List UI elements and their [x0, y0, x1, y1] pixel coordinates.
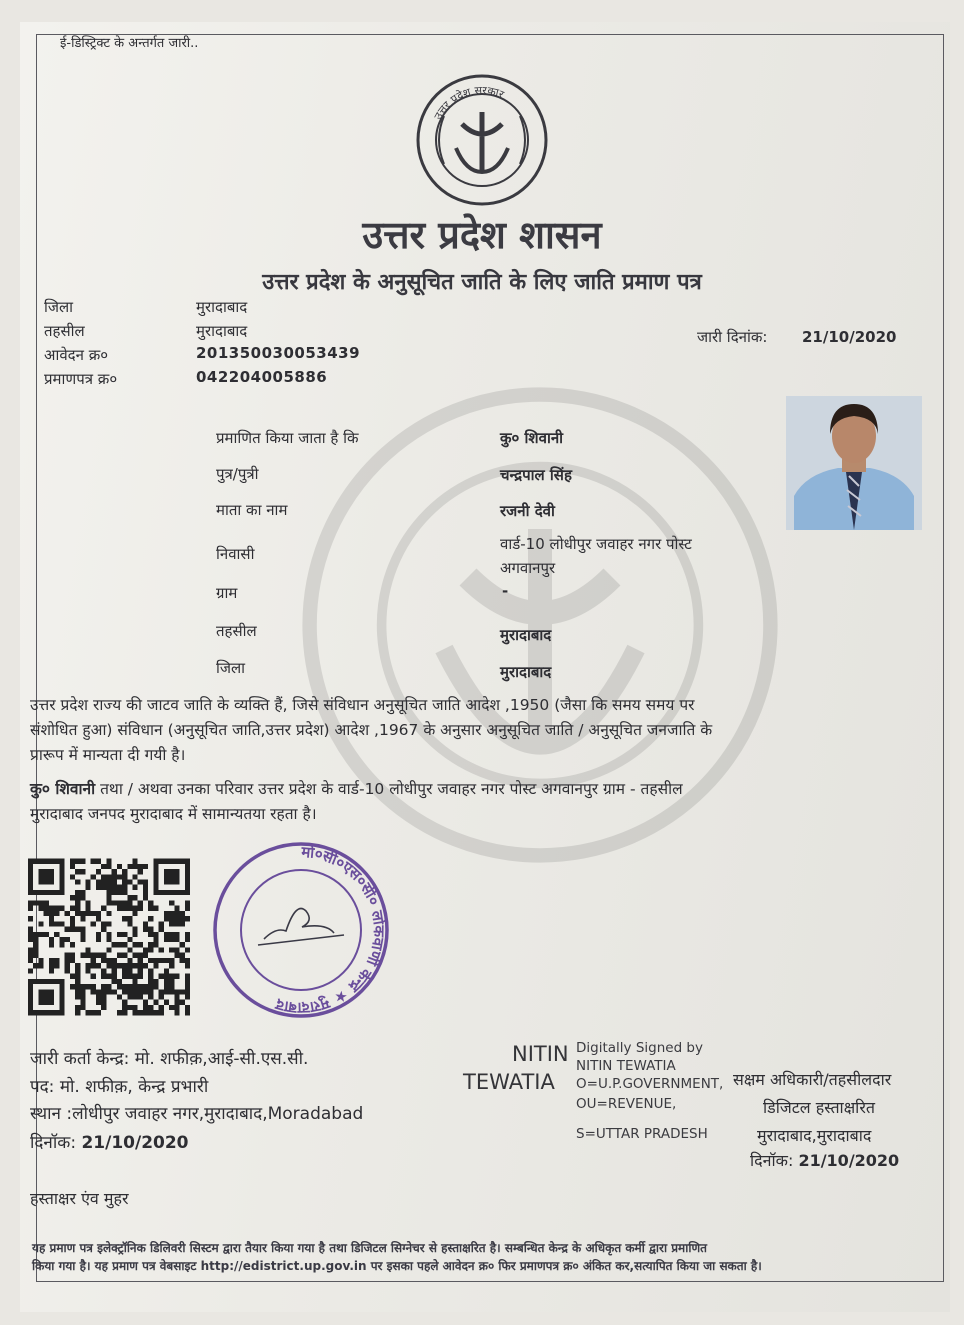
officer-digital-signed: डिजिटल हस्ताक्षरित	[763, 1098, 875, 1117]
issue-date-label: जारी दिनांक:	[697, 328, 768, 346]
caste-statement-line2: संशोधित हुआ) संविधान (अनुसूचित जाति,उत्तर प्रदेश) आदेश ,1967 के अनुसार अनुसूचित जाति / अनुसूचित जनजाति के	[30, 721, 713, 739]
handwritten-signature	[258, 909, 344, 946]
signature-detail-1: Digitally Signed by	[576, 1040, 703, 1056]
certificate-subtitle: उत्तर प्रदेश के अनुसूचित जाति के लिए जाति प्रमाण पत्र	[262, 270, 702, 295]
mother-name: रजनी देवी	[500, 502, 555, 520]
officer-title: सक्षम अधिकारी/तहसीलदार	[733, 1070, 892, 1089]
signature-detail-3: O=U.P.GOVERNMENT,	[576, 1076, 724, 1092]
footer-line1: यह प्रमाण पत्र इलेक्ट्रॉनिक डिलिवरी सिस्टम द्वारा तैयार किया गया है तथा डिजिटल सिग्नेचर से हस्ताक्षरित है। सम्बन्धित केन्द्र के अधिकृत कर्मी द्वारा प्रमाणित	[32, 1241, 707, 1255]
resident-label: निवासी	[216, 545, 255, 563]
resident-address-line1: वार्ड-10 लोधीपुर जवाहर नगर पोस्ट	[500, 535, 692, 553]
district-label: जिला	[44, 298, 74, 316]
detail-tehsil-value: मुरादाबाद	[500, 626, 552, 644]
detail-district-value: मुरादाबाद	[500, 663, 552, 681]
officer-location: मुरादाबाद,मुरादाबाद	[757, 1126, 872, 1145]
tehsil-value: मुरादाबाद	[196, 322, 248, 340]
applicant-portrait	[786, 396, 922, 530]
sign-seal-label: हस्ताक्षर एंव मुहर	[30, 1189, 129, 1208]
signature-detail-4: OU=REVENUE,	[576, 1096, 677, 1112]
issuer-post: पद: मो. शफीक़, केन्द्र प्रभारी	[30, 1077, 209, 1097]
residence-name: कु० शिवानी	[30, 780, 96, 798]
detail-tehsil-label: तहसील	[216, 622, 257, 640]
signer-name-line2: TEWATIA	[463, 1070, 555, 1094]
detail-district-label: जिला	[216, 659, 246, 677]
certificate-number: 042204005886	[196, 368, 328, 386]
application-label: आवेदन क्र०	[44, 346, 109, 364]
village-value: -	[502, 582, 509, 600]
village-label: ग्राम	[216, 584, 238, 602]
tehsil-label: तहसील	[44, 322, 85, 340]
qr-code	[28, 858, 190, 1016]
issued-note: ई-डिस्ट्रिक्ट के अन्तर्गत जारी..	[60, 36, 199, 51]
signature-detail-5: S=UTTAR PRADESH	[576, 1126, 708, 1142]
parent-name: चन्द्रपाल सिंह	[500, 466, 572, 484]
certified-label: प्रमाणित किया जाता है कि	[216, 429, 359, 447]
footer-line2: किया गया है। यह प्रमाण पत्र वेबसाइट http://edistrict.up.gov.in पर इसका पहले आवेदन क्र० फिर प्रमाणपत्र क्र० अंकित कर,सत्यापित किया जा सकता है।	[32, 1259, 762, 1273]
residence-statement	[30, 777, 930, 827]
footer-note	[32, 1239, 947, 1275]
stamp-ring-text: मो०सी०एस०सी० लोकवाणी केन्द्र ★ मुरादाबाद	[273, 842, 389, 1018]
applicant-name: कु० शिवानी	[500, 429, 564, 447]
up-government-emblem	[414, 72, 550, 208]
signature-detail-2: NITIN TEWATIA	[576, 1058, 676, 1074]
mother-label: माता का नाम	[216, 501, 288, 519]
resident-address-line2: अगवानपुर	[500, 559, 556, 577]
caste-statement-line3: प्रारूप में मान्यता दी गयी है।	[30, 746, 186, 764]
certificate-label: प्रमाणपत्र क्र०	[44, 370, 118, 388]
district-value: मुरादाबाद	[196, 298, 248, 316]
officer-date-label: दिनॉक:	[750, 1151, 794, 1170]
signer-name-line1: NITIN	[512, 1042, 569, 1066]
residence-line2: मुरादाबाद जनपद मुरादाबाद में सामान्यतया रहता है।	[30, 805, 317, 823]
applicant-photo	[786, 396, 922, 530]
issuer-date	[30, 1130, 189, 1153]
application-number: 201350030053439	[196, 344, 361, 362]
issuer-date-label: दिनॉक:	[30, 1133, 77, 1153]
caste-statement-line1: उत्तर प्रदेश राज्य की जाटव जाति के व्यक्ति हैं, जिसे संविधान अनुसूचित जाति आदेश ,1950 (जैसा कि समय समय पर	[30, 696, 695, 714]
page-title: उत्तर प्रदेश शासन	[362, 212, 602, 257]
issuer-center: जारी कर्ता केन्द्र: मो. शफीक़,आई-सी.एस.सी.	[30, 1049, 309, 1069]
residence-line1: तथा / अथवा उनका परिवार उत्तर प्रदेश के वार्ड-10 लोधीपुर जवाहर नगर पोस्ट अगवानपुर ग्राम - तहसील	[95, 780, 683, 798]
official-stamp	[206, 835, 396, 1025]
officer-date	[750, 1149, 899, 1171]
emblem-ring-text: उत्तर प्रदेश सरकार	[431, 83, 506, 122]
officer-date-value: 21/10/2020	[798, 1151, 900, 1170]
issuer-date-value: 21/10/2020	[81, 1133, 189, 1153]
issuer-place: स्थान :लोधीपुर जवाहर नगर,मुरादाबाद,Moradabad	[30, 1104, 364, 1124]
caste-statement	[30, 693, 930, 768]
issue-date-value: 21/10/2020	[802, 328, 897, 346]
parent-label: पुत्र/पुत्री	[216, 465, 259, 483]
